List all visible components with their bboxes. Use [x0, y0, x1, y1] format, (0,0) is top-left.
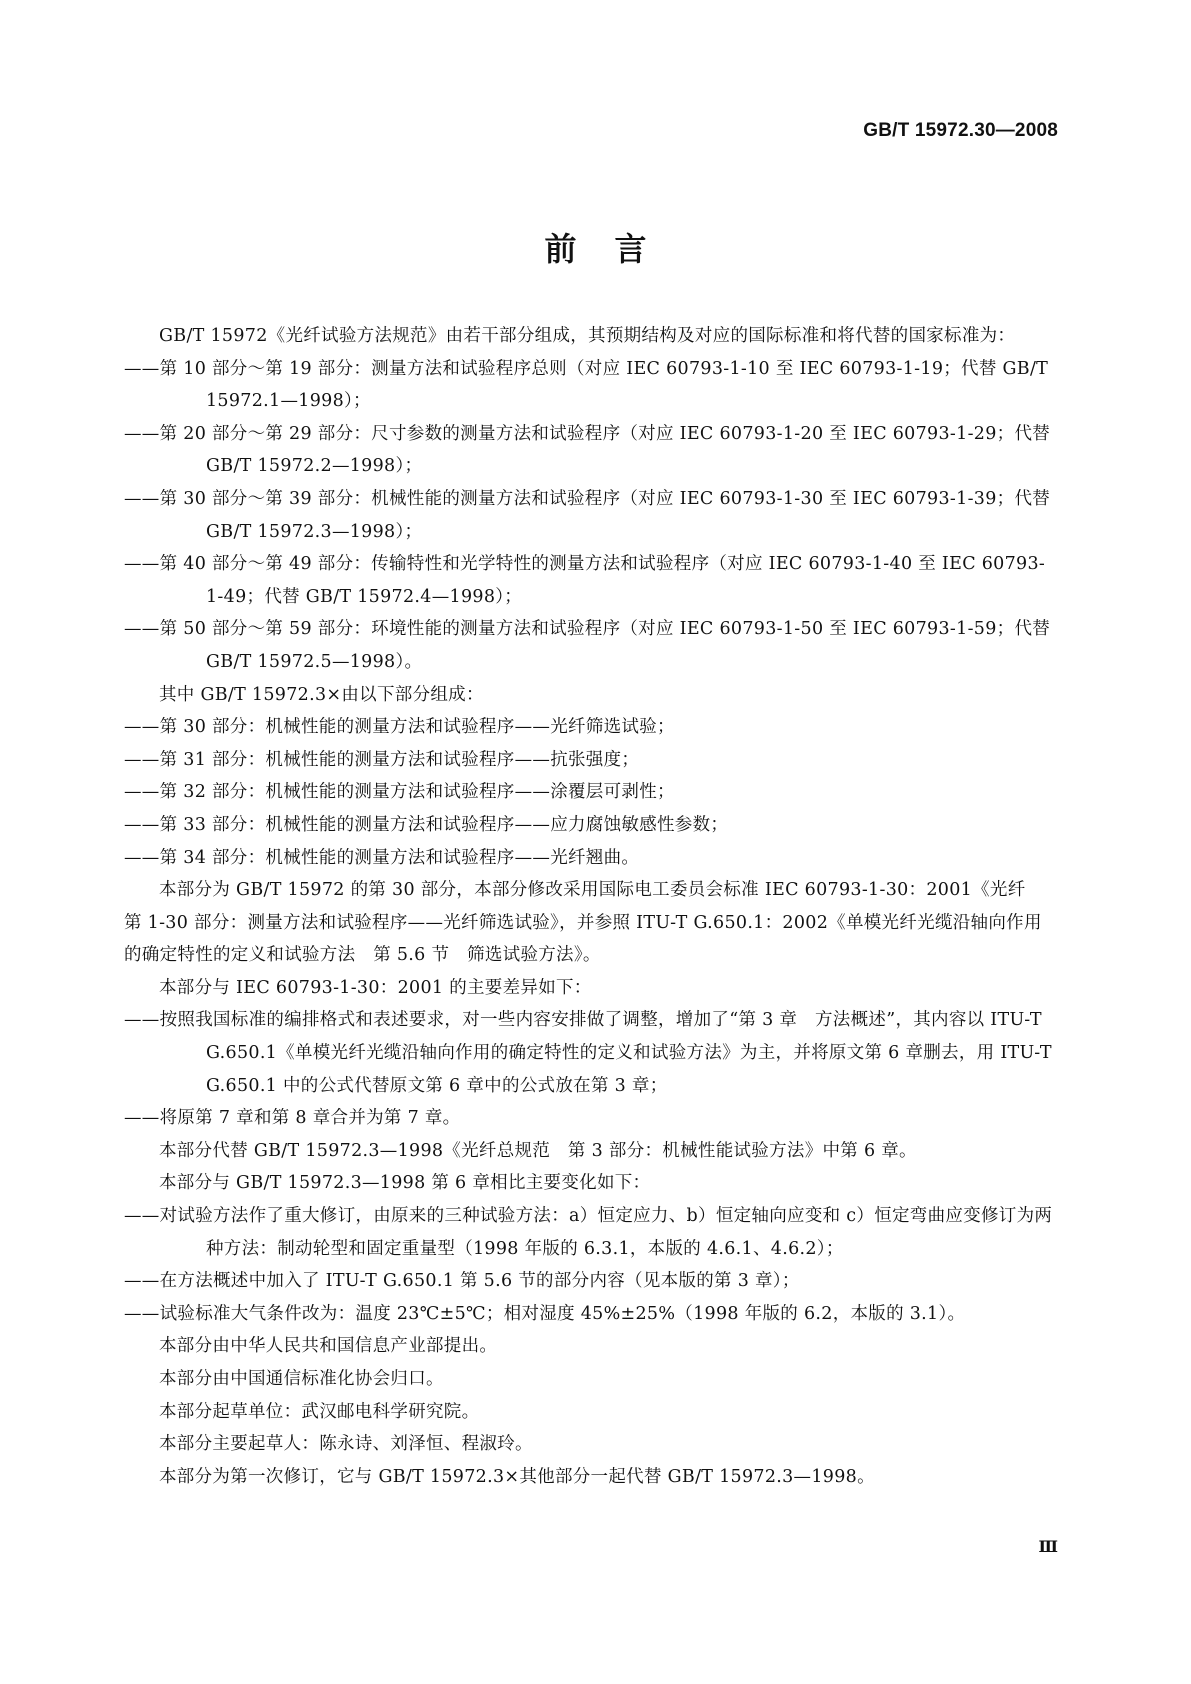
paragraph: GB/T 15972《光纤试验方法规范》由若干部分组成，其预期结构及对应的国际标准和将代替的国家标准为： — [159, 326, 1016, 346]
list-item: ——第 10 部分～第 19 部分：测量方法和试验程序总则（对应 IEC 60793-1-10 至 IEC 60793-1-19；代替 GB/T 15972.1—1998）； — [124, 358, 1049, 412]
list-item: ——第 31 部分：机械性能的测量方法和试验程序——抗张强度； — [124, 749, 640, 770]
list-item: ——在方法概述中加入了 ITU-T G.650.1 第 5.6 节的部分内容（见本版的第 3 章）； — [124, 1271, 800, 1292]
foreword-body — [124, 320, 1056, 1493]
page-title: 前言 — [544, 230, 685, 268]
paragraph: 本部分代替 GB/T 15972.3—1998《光纤总规范 第 3 部分：机械性能试验方法》中第 6 章。 — [159, 1140, 917, 1161]
paragraph: 本部分主要起草人：陈永诗、刘泽恒、程淑玲。 — [159, 1434, 533, 1455]
paragraph: 本部分与 GB/T 15972.3—1998 第 6 章相比主要变化如下： — [159, 1173, 651, 1194]
paragraph: 本部分由中国通信标准化协会归口。 — [159, 1369, 444, 1389]
list-item: ——试验标准大气条件改为：温度 23℃±5℃；相对湿度 45%±25%（1998 年版的 6.2，本版的 3.1）。 — [124, 1303, 966, 1324]
list-item: ——第 34 部分：机械性能的测量方法和试验程序——光纤翘曲。 — [124, 847, 640, 868]
paragraph: 其中 GB/T 15972.3×由以下部分组成： — [159, 684, 484, 705]
list-item: ——对试验方法作了重大修订，由原来的三种试验方法：a）恒定应力、b）恒定轴向应变和 c）恒定弯曲应变修订为两种方法：制动轮型和固定重量型（1998 年版的 6.3.1，本版的 4.6.1、4.6.2）； — [124, 1206, 1053, 1259]
list-item: ——第 50 部分～第 59 部分：环境性能的测量方法和试验程序（对应 IEC 60793-1-50 至 IEC 60793-1-59；代替 GB/T 15972.5—1998）。 — [124, 619, 1051, 672]
page-number: Ⅲ — [1038, 1537, 1058, 1556]
paragraph: 本部分为 GB/T 15972 的第 30 部分，本部分修改采用国际电工委员会标准 IEC 60793-1-30：2001《光纤 第 1-30 部分：测量方法和试验程序——光纤筛选试验》，并参照 ITU-T G.650.1：2002《单模光纤光缆沿轴向作用的确定特性的定义和试验方法 第 5.6 节 筛选试验方法》。 — [124, 880, 1044, 966]
list-item: ——按照我国标准的编排格式和表述要求，对一些内容安排做了调整，增加了“第 3 章 方法概述”，其内容以 ITU-T G.650.1《单模光纤光缆沿轴向作用的确定特性的定义和试验方法》为主，并将原文第 6 章删去，用 ITU-T G.650.1 中的公式代替原文第 6 章中的公式放在第 3 章； — [124, 1010, 1052, 1096]
paragraph: 本部分与 IEC 60793-1-30：2001 的主要差异如下： — [159, 977, 592, 998]
list-item: ——将原第 7 章和第 8 章合并为第 7 章。 — [124, 1108, 461, 1129]
standard-code: GB/T 15972.30—2008 — [863, 120, 1058, 141]
list-item: ——第 33 部分：机械性能的测量方法和试验程序——应力腐蚀敏感性参数； — [124, 814, 729, 835]
paragraph: 本部分由中华人民共和国信息产业部提出。 — [159, 1336, 498, 1357]
list-item: ——第 20 部分～第 29 部分：尺寸参数的测量方法和试验程序（对应 IEC 60793-1-20 至 IEC 60793-1-29；代替 GB/T 15972.2—1998）； — [124, 423, 1051, 477]
list-item: ——第 40 部分～第 49 部分：传输特性和光学特性的测量方法和试验程序（对应 IEC 60793-1-40 至 IEC 60793-1-49；代替 GB/T 15972.4—1998）； — [124, 554, 1046, 607]
paragraph: 本部分起草单位：武汉邮电科学研究院。 — [159, 1401, 480, 1422]
list-item: ——第 30 部分：机械性能的测量方法和试验程序——光纤筛选试验； — [124, 717, 675, 738]
list-item: ——第 30 部分～第 39 部分：机械性能的测量方法和试验程序（对应 IEC 60793-1-30 至 IEC 60793-1-39；代替 GB/T 15972.3—1998）； — [124, 488, 1051, 542]
list-item: ——第 32 部分：机械性能的测量方法和试验程序——涂覆层可剥性； — [124, 782, 675, 803]
paragraph: 本部分为第一次修订，它与 GB/T 15972.3×其他部分一起代替 GB/T 15972.3—1998。 — [159, 1466, 875, 1487]
